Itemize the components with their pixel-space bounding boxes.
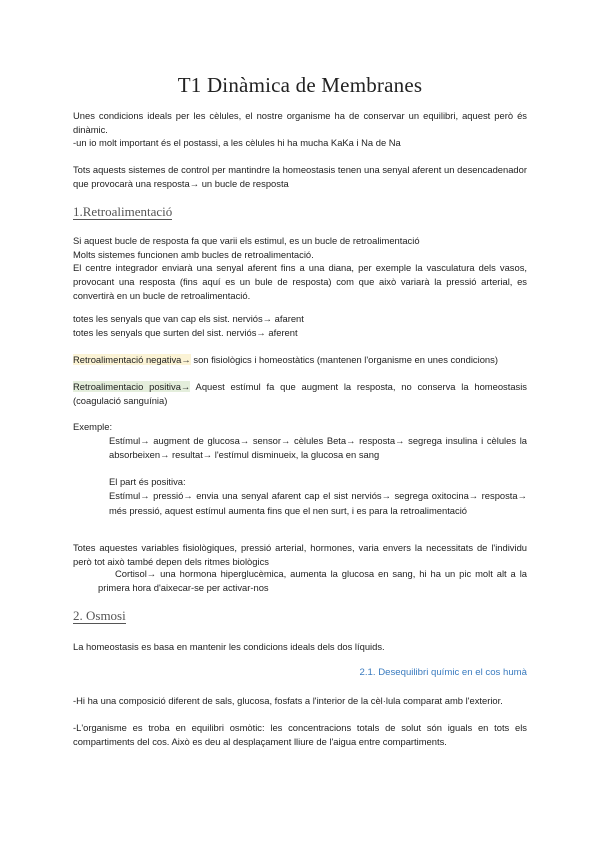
intro-paragraph-2: -un io molt important és el postassi, a les cèlules hi ha mucha KaKa i Na de Na (73, 137, 401, 148)
section-1-heading (73, 204, 172, 220)
section-2-paragraph-2: -Hi ha una composició diferent de sals, glucosa, fosfats a l'interior de la cèl·lula comparat amb l'exterior. (73, 695, 503, 706)
negative-feedback-text: son fisiològics i homeostàtics (mantenen l'organisme en unes condicions) (190, 354, 498, 365)
section-1-paragraph-3: El centre integrador enviarà una senyal aferent fins a una diana, per exemple la vasculatura dels vasos, provocant una resposta (fins aquí es un bule de resposta) com que això variarà la pressió arterial, es convertirà en un bucle de retroalimentació. (73, 262, 527, 301)
example-label: Exemple: (73, 421, 113, 432)
positive-feedback-paragraph (73, 380, 527, 408)
section-1-paragraph-5: totes les senyals que surten del sist. nerviós→ aferent (73, 327, 298, 338)
negative-feedback-paragraph (73, 353, 527, 367)
section-2-paragraph-3: -L'organisme es troba en equilibri osmòtic: les concentracions totals de solut són iguals en tots els compartiments del cos. Això es deu al desplaçament lliure de l'aigua entre compartiments. (73, 722, 527, 747)
section-1-paragraph-6: Totes aquestes variables fisiològiques, pressió arterial, hormones, varia envers la necessitats de l'individu però tot això també depen dels ritmes biològics (73, 542, 527, 567)
document-title: T1 Dinàmica de Membranes (177, 73, 423, 97)
section-1-heading-text: 1.Retroalimentació (73, 204, 173, 219)
section-1-paragraph-7: Cortisol→ una hormona hiperglucèmica, aumenta la glucosa en sang, hi ha un pic molt alt a la primera hora d'aixecar-se per activar-nos (98, 568, 527, 593)
section-2-heading (73, 608, 126, 624)
section-1-paragraph-1: Si aquest bucle de resposta fa que varii els estimul, es un bucle de retroalimentació (73, 235, 420, 246)
section-2-1-subheading: 2.1. Desequilibri químic en el cos humà (359, 667, 527, 678)
negative-feedback-term: Retroalimentació negativa→ (73, 354, 191, 365)
intro-paragraph-3: Tots aquests sistemes de control per mantindre la homeostasis tenen una senyal aferent un desencadenador que provocarà una resposta→ un bucle de resposta (73, 164, 527, 189)
example-2-text: Estímul→ pressió→ envia una senyal afarent cap el sist nerviós→ segrega oxitocina→ resposta→ més pressió, aquest estímul aumenta fins que el nen surt, i es para la retroalimentació (109, 490, 527, 516)
example-1-text: Estímul→ augment de glucosa→ sensor→ cèlules Beta→ resposta→ segrega insulina i cèlules la absorbeixen→ resultat→ l'estímul disminueix, la glucosa en sang (109, 435, 527, 460)
positive-feedback-term: Retroalimentacio positiva→ (73, 381, 191, 392)
section-1-paragraph-2: Molts sistemes funcionen amb bucles de retroalimentació. (73, 249, 314, 260)
section-1-paragraph-4: totes les senyals que van cap els sist. nerviós→ afarent (73, 313, 304, 324)
section-2-heading-text: 2. Osmosi (73, 608, 126, 623)
positive-feedback-text: Aquest estímul fa que augment la resposta, no conserva la homeostasis (coagulació sanguínia) (73, 381, 527, 406)
intro-paragraph-1: Unes condicions ideals per les cèlules, el nostre organisme ha de conservar un equilibri, aquest però és dinàmic. (73, 110, 527, 135)
section-2-paragraph-1: La homeostasis es basa en mantenir les condicions ideals dels dos líquids. (73, 641, 385, 652)
example-2-title: El part és positiva: (109, 476, 186, 487)
